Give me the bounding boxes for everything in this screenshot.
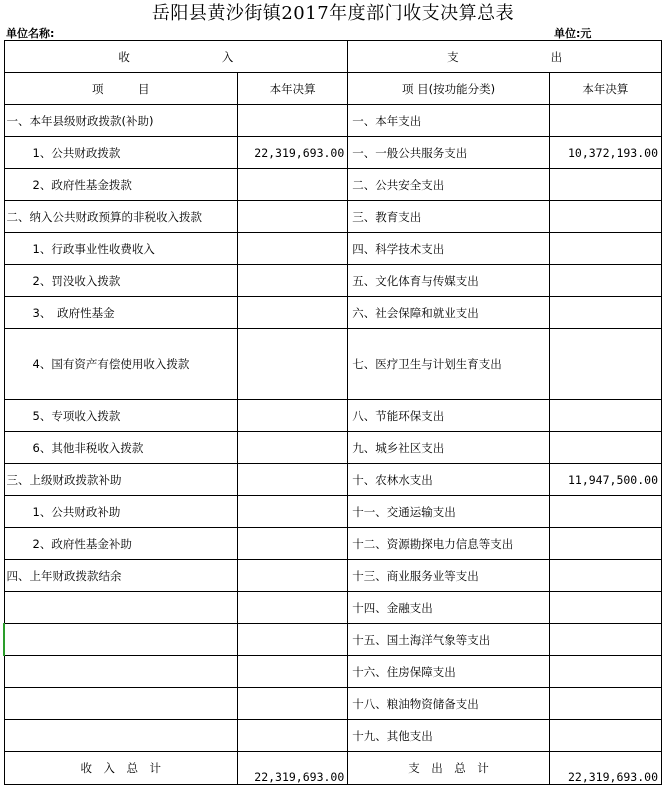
expense-item-cell[interactable]: 十二、资源勘探电力信息等支出 bbox=[348, 528, 549, 560]
expense-amount-cell[interactable] bbox=[549, 329, 661, 400]
expense-amount-cell[interactable] bbox=[549, 169, 661, 201]
income-item-cell[interactable]: 四、上年财政拨款结余 bbox=[4, 560, 238, 592]
table-row bbox=[4, 656, 662, 688]
table-row bbox=[4, 233, 662, 265]
table-row bbox=[4, 688, 662, 720]
income-amount-cell[interactable] bbox=[238, 720, 348, 752]
table-row bbox=[4, 265, 662, 297]
totals-row bbox=[4, 752, 662, 785]
income-item-cell[interactable]: 三、上级财政拨款补助 bbox=[4, 464, 238, 496]
income-item-cell[interactable]: 二、纳入公共财政预算的非税收入拨款 bbox=[4, 201, 238, 233]
expense-item-cell[interactable]: 十一、交通运输支出 bbox=[348, 496, 549, 528]
table-row bbox=[4, 432, 662, 464]
income-amount-cell[interactable] bbox=[238, 528, 348, 560]
expense-amount-cell[interactable] bbox=[549, 624, 661, 656]
expense-total-amount[interactable]: 22,319,693.00 bbox=[549, 752, 661, 785]
table-row bbox=[4, 169, 662, 201]
income-item-cell[interactable] bbox=[4, 624, 238, 656]
unit-label: 单位:元 bbox=[554, 27, 592, 40]
income-amount-cell[interactable] bbox=[238, 233, 348, 265]
income-amount-cell[interactable] bbox=[238, 432, 348, 464]
table-row bbox=[4, 560, 662, 592]
expense-amount-cell[interactable] bbox=[549, 656, 661, 688]
expense-header[interactable]: 支 出 bbox=[348, 41, 662, 73]
income-item-cell[interactable]: 一、本年县级财政拨款(补助) bbox=[4, 105, 238, 137]
income-item-cell[interactable] bbox=[4, 688, 238, 720]
income-amount-cell[interactable] bbox=[238, 329, 348, 400]
income-amount-cell[interactable] bbox=[238, 624, 348, 656]
expense-item-cell[interactable]: 三、教育支出 bbox=[348, 201, 549, 233]
expense-item-cell[interactable]: 十三、商业服务业等支出 bbox=[348, 560, 549, 592]
income-amount-cell[interactable] bbox=[238, 688, 348, 720]
table-row bbox=[4, 464, 662, 496]
income-header[interactable]: 收 入 bbox=[4, 41, 348, 73]
expense-amount-cell[interactable] bbox=[549, 105, 661, 137]
expense-amount-cell[interactable] bbox=[549, 688, 661, 720]
income-item-cell[interactable]: 2、政府性基金补助 bbox=[4, 528, 238, 560]
expense-amount-cell[interactable] bbox=[549, 496, 661, 528]
summary-table bbox=[3, 40, 662, 785]
table-row bbox=[4, 201, 662, 233]
expense-item-header[interactable]: 项 目(按功能分类) bbox=[348, 73, 549, 105]
expense-item-cell[interactable]: 十六、住房保障支出 bbox=[348, 656, 549, 688]
income-item-cell[interactable] bbox=[4, 592, 238, 624]
income-amount-cell[interactable] bbox=[238, 464, 348, 496]
expense-total-label[interactable]: 支 出 总 计 bbox=[348, 752, 549, 785]
summary-table-container bbox=[3, 40, 662, 789]
expense-amount-cell[interactable]: 10,372,193.00 bbox=[549, 137, 661, 169]
income-item-cell[interactable]: 6、其他非税收入拨款 bbox=[4, 432, 238, 464]
income-item-cell[interactable]: 2、罚没收入拨款 bbox=[4, 265, 238, 297]
table-row bbox=[4, 496, 662, 528]
income-amount-cell[interactable] bbox=[238, 496, 348, 528]
table-body bbox=[4, 105, 662, 752]
table-row bbox=[4, 297, 662, 329]
table-row bbox=[4, 592, 662, 624]
expense-item-cell[interactable]: 一、一般公共服务支出 bbox=[348, 137, 549, 169]
expense-item-cell[interactable]: 八、节能环保支出 bbox=[348, 400, 549, 432]
expense-amount-header[interactable]: 本年决算 bbox=[549, 73, 661, 105]
income-item-cell[interactable]: 1、公共财政补助 bbox=[4, 496, 238, 528]
expense-amount-cell[interactable] bbox=[549, 265, 661, 297]
expense-amount-cell[interactable] bbox=[549, 432, 661, 464]
expense-item-cell[interactable]: 十、农林水支出 bbox=[348, 464, 549, 496]
table-row bbox=[4, 624, 662, 656]
expense-item-cell[interactable]: 九、城乡社区支出 bbox=[348, 432, 549, 464]
income-amount-header[interactable]: 本年决算 bbox=[238, 73, 348, 105]
expense-item-cell[interactable]: 四、科学技术支出 bbox=[348, 233, 549, 265]
table-row bbox=[4, 528, 662, 560]
income-item-cell[interactable] bbox=[4, 656, 238, 688]
income-item-cell[interactable]: 1、行政事业性收费收入 bbox=[4, 233, 238, 265]
income-amount-cell[interactable] bbox=[238, 105, 348, 137]
header-row-top bbox=[4, 41, 662, 73]
income-amount-cell[interactable] bbox=[238, 560, 348, 592]
expense-amount-cell[interactable] bbox=[549, 297, 661, 329]
expense-amount-cell[interactable] bbox=[549, 592, 661, 624]
income-item-cell[interactable] bbox=[4, 720, 238, 752]
unit-name-label: 单位名称: bbox=[6, 27, 55, 40]
income-amount-cell[interactable] bbox=[238, 265, 348, 297]
expense-item-cell[interactable]: 十九、其他支出 bbox=[348, 720, 549, 752]
expense-item-cell[interactable]: 二、公共安全支出 bbox=[348, 169, 549, 201]
income-amount-cell[interactable] bbox=[238, 169, 348, 201]
expense-item-cell[interactable]: 一、本年支出 bbox=[348, 105, 549, 137]
income-item-cell[interactable]: 2、政府性基金拨款 bbox=[4, 169, 238, 201]
expense-amount-cell[interactable]: 11,947,500.00 bbox=[549, 464, 661, 496]
table-row bbox=[4, 105, 662, 137]
income-amount-cell[interactable] bbox=[238, 400, 348, 432]
expense-item-cell[interactable]: 十四、金融支出 bbox=[348, 592, 549, 624]
expense-item-cell[interactable]: 十八、粮油物资储备支出 bbox=[348, 688, 549, 720]
income-amount-cell[interactable] bbox=[238, 297, 348, 329]
expense-item-cell[interactable]: 六、社会保障和就业支出 bbox=[348, 297, 549, 329]
expense-amount-cell[interactable] bbox=[549, 201, 661, 233]
income-amount-cell[interactable] bbox=[238, 201, 348, 233]
income-item-cell[interactable]: 4、国有资产有偿使用收入拨款 bbox=[4, 329, 238, 400]
income-amount-cell[interactable] bbox=[238, 592, 348, 624]
income-amount-cell[interactable]: 22,319,693.00 bbox=[238, 137, 348, 169]
expense-amount-cell[interactable] bbox=[549, 560, 661, 592]
expense-amount-cell[interactable] bbox=[549, 720, 661, 752]
header-row-columns bbox=[4, 73, 662, 105]
income-amount-cell[interactable] bbox=[238, 656, 348, 688]
page-title: 岳阳县黄沙街镇2017年度部门收支决算总表 bbox=[151, 3, 515, 24]
income-item-header[interactable]: 项 目 bbox=[4, 73, 238, 105]
expense-amount-cell[interactable] bbox=[549, 233, 661, 265]
income-item-cell[interactable]: 1、公共财政拨款 bbox=[4, 137, 238, 169]
income-item-cell[interactable]: 5、专项收入拨款 bbox=[4, 400, 238, 432]
expense-amount-cell[interactable] bbox=[549, 528, 661, 560]
income-total-label[interactable]: 收 入 总 计 bbox=[4, 752, 238, 785]
expense-item-cell[interactable]: 七、医疗卫生与计划生育支出 bbox=[348, 329, 549, 400]
table-row bbox=[4, 137, 662, 169]
expense-item-cell[interactable]: 十五、国土海洋气象等支出 bbox=[348, 624, 549, 656]
income-item-cell[interactable]: 3、 政府性基金 bbox=[4, 297, 238, 329]
expense-item-cell[interactable]: 五、文化体育与传媒支出 bbox=[348, 265, 549, 297]
expense-amount-cell[interactable] bbox=[549, 400, 661, 432]
table-row bbox=[4, 329, 662, 400]
income-total-amount[interactable]: 22,319,693.00 bbox=[238, 752, 348, 785]
table-row bbox=[4, 720, 662, 752]
table-row bbox=[4, 400, 662, 432]
